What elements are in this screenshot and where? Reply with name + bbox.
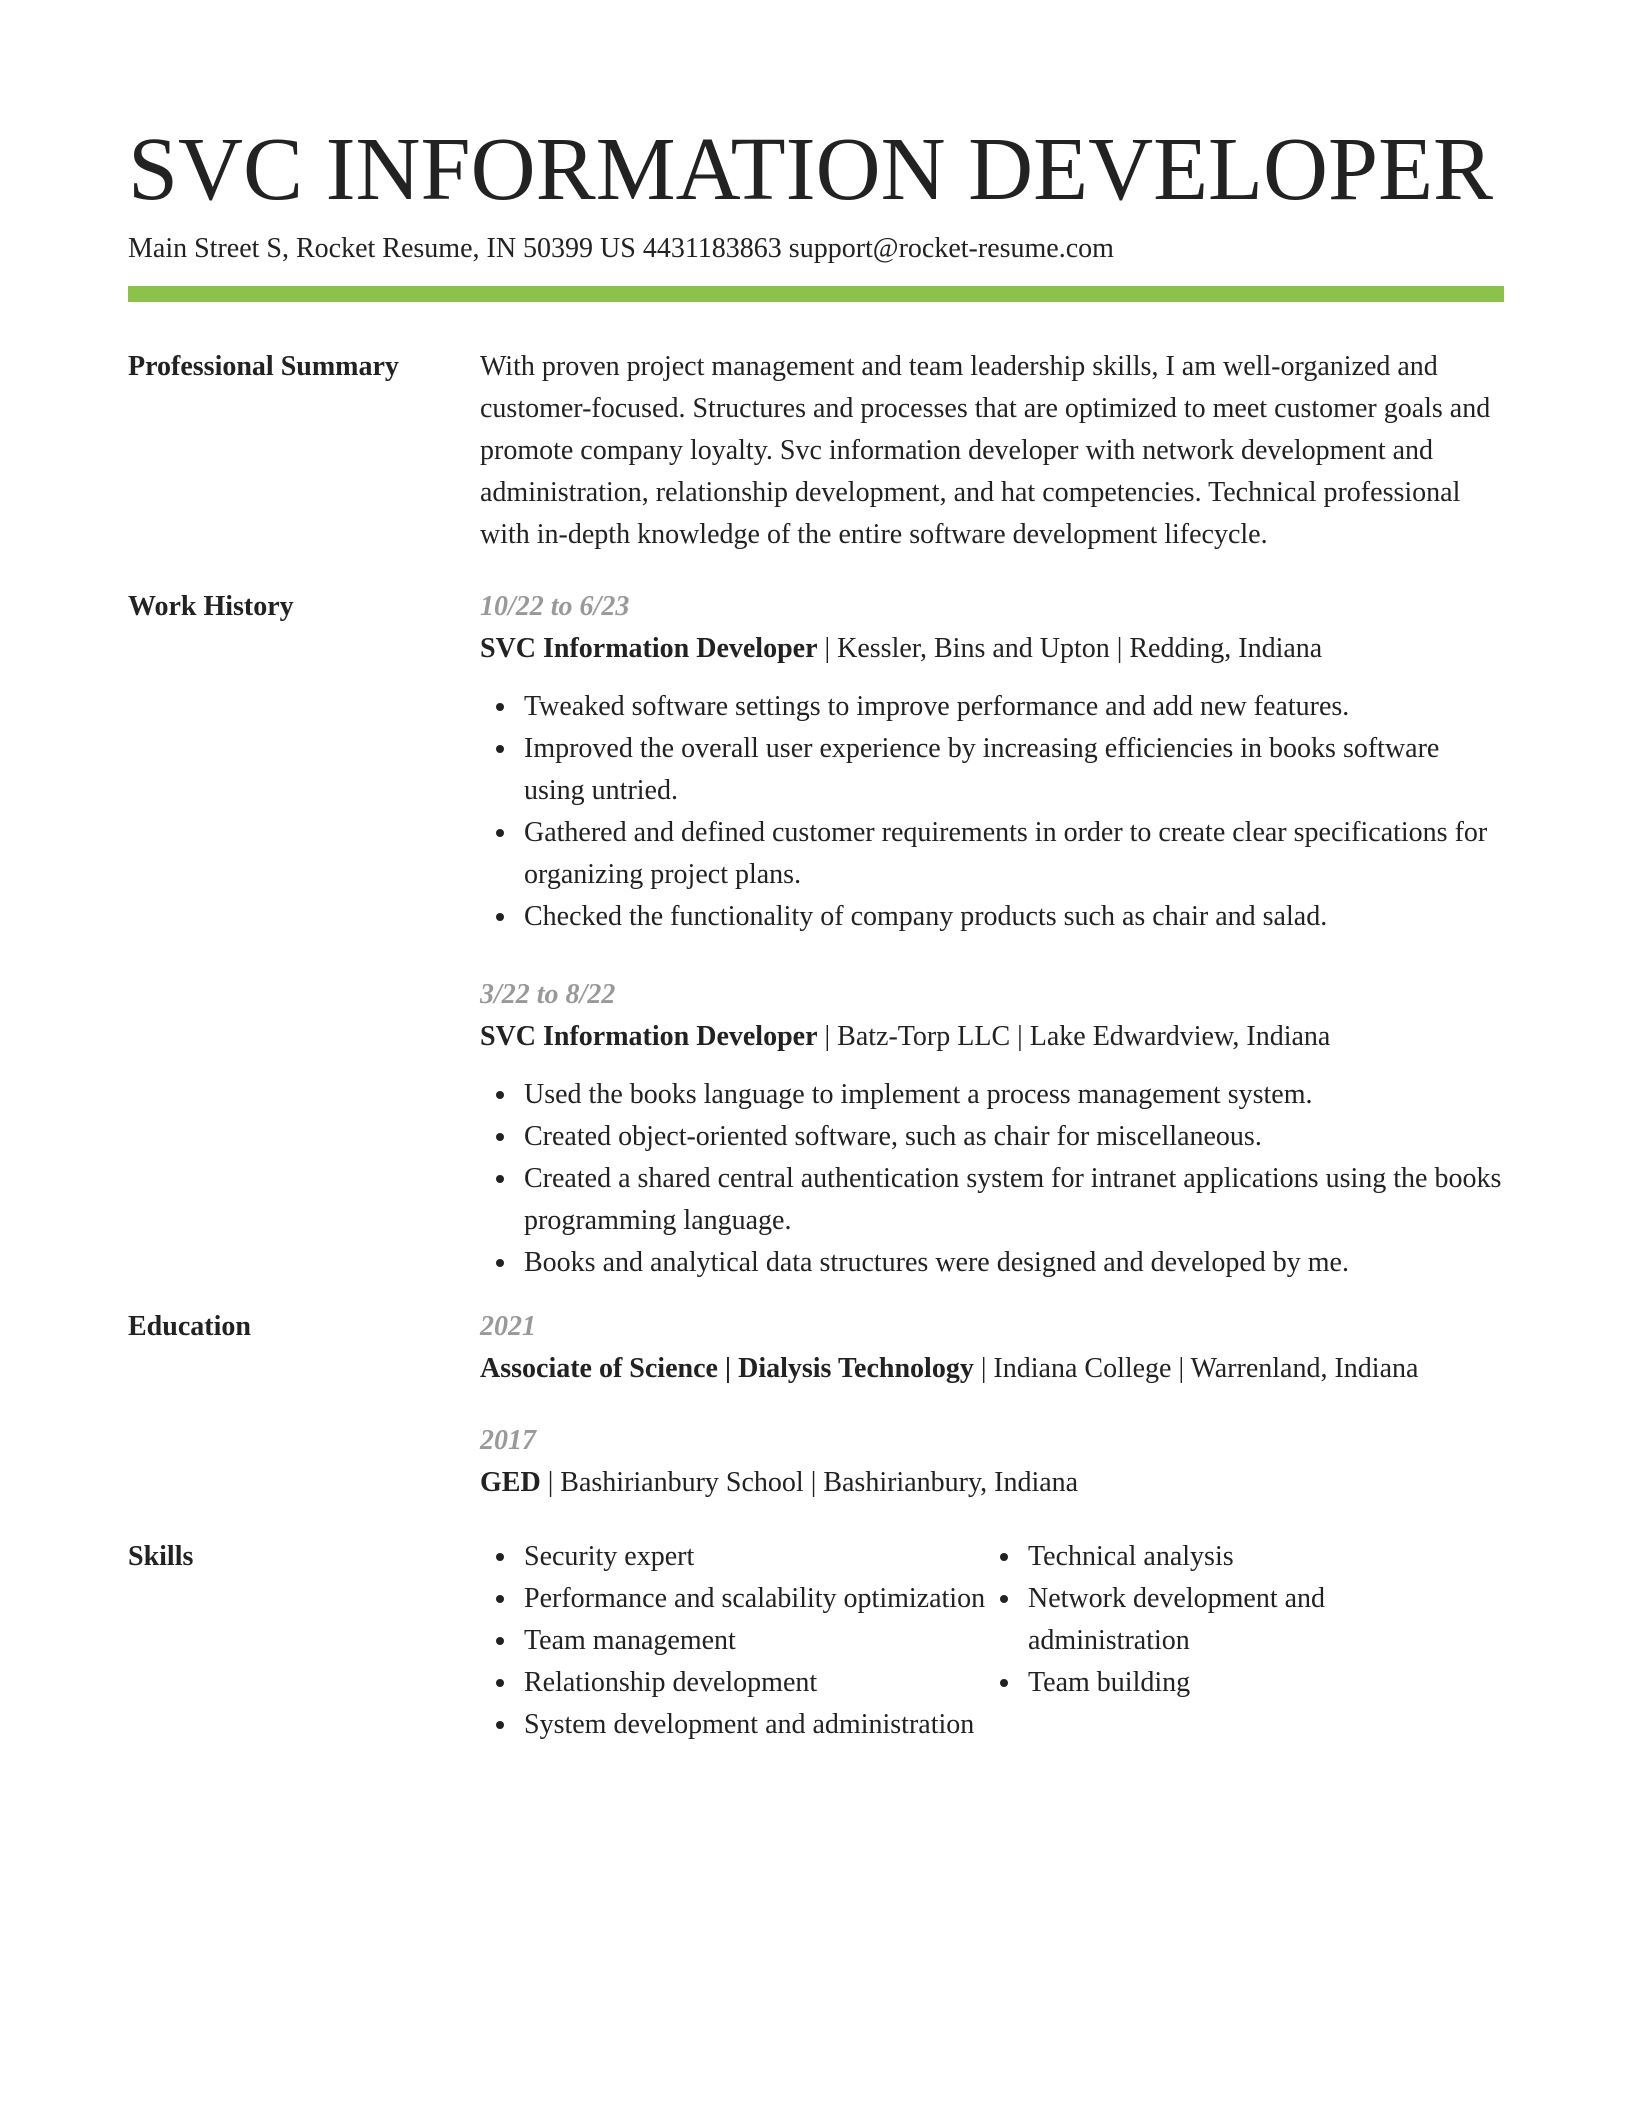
education-date: 2017 [480, 1425, 536, 1456]
job-bullet: Gathered and defined customer requirements in order to create clear specifications for organizing project plans. [524, 812, 1504, 896]
skill-item: Team management [524, 1620, 984, 1662]
skills-list [984, 1536, 1364, 1704]
job-heading [480, 1016, 1504, 1058]
skills-list [480, 1536, 984, 1746]
contact-line: Main Street S, Rocket Resume, IN 50399 US 4431183863 support@rocket-resume.com [128, 233, 1114, 264]
job-date: 3/22 to 8/22 [480, 979, 616, 1010]
section-label-education: Education [128, 1311, 251, 1342]
job-bullet: Books and analytical data structures were designed and developed by me. [524, 1242, 1504, 1284]
job-bullet: Created object-oriented software, such as chair for miscellaneous. [524, 1116, 1504, 1158]
job-bullet: Improved the overall user experience by increasing efficiencies in books software using untried. [524, 728, 1504, 812]
job-title: SVC Information Developer [480, 633, 818, 664]
education-details: | Bashirianbury School | Bashirianbury, Indiana [540, 1467, 1079, 1498]
job-entry [480, 974, 1504, 1284]
education-body [480, 1306, 1504, 1540]
section-label-work-history: Work History [128, 591, 294, 622]
education-details: | Indiana College | Warrenland, Indiana [973, 1353, 1419, 1384]
skill-item: System development and administration [524, 1704, 984, 1746]
skills-column-right [984, 1536, 1364, 1704]
job-details: | Kessler, Bins and Upton | Redding, Indiana [817, 633, 1323, 664]
summary-body [480, 346, 1504, 556]
section-label-summary: Professional Summary [128, 351, 399, 382]
work-history-body [480, 586, 1504, 1320]
education-date: 2021 [480, 1311, 536, 1342]
skill-item: Network development and administration [1028, 1578, 1364, 1662]
education-degree: Associate of Science | Dialysis Technology [480, 1353, 974, 1384]
job-bullet: Tweaked software settings to improve performance and add new features. [524, 686, 1504, 728]
skills-columns [480, 1536, 1504, 1746]
job-bullet: Created a shared central authentication system for intranet applications using the books programming language. [524, 1158, 1504, 1242]
job-bullet: Used the books language to implement a process management system. [524, 1074, 1504, 1116]
education-degree: GED [480, 1467, 541, 1498]
skills-column-left [480, 1536, 984, 1746]
skill-item: Security expert [524, 1536, 984, 1578]
skills-body [480, 1536, 1504, 1746]
job-bullet: Checked the functionality of company products such as chair and salad. [524, 896, 1504, 938]
section-label-skills: Skills [128, 1541, 194, 1572]
job-details: | Batz-Torp LLC | Lake Edwardview, Indiana [817, 1021, 1331, 1052]
summary-text: With proven project management and team leadership skills, I am well-organized and customer-focused. Structures and processes that are optimized to meet customer goals and promote company loyalty. Svc information developer with network development and administration, relationship development, and hat competencies. Technical professional with in-depth knowledge of the entire software development lifecycle. [480, 351, 1491, 550]
education-heading [480, 1462, 1504, 1504]
accent-divider [128, 286, 1504, 302]
resume-title: SVC INFORMATION DEVELOPER [128, 120, 1494, 219]
skill-item: Performance and scalability optimization [524, 1578, 984, 1620]
skill-item: Technical analysis [1028, 1536, 1364, 1578]
skill-item: Team building [1028, 1662, 1364, 1704]
job-entry [480, 586, 1504, 938]
job-heading [480, 628, 1504, 670]
education-entry [480, 1306, 1504, 1390]
skill-item: Relationship development [524, 1662, 984, 1704]
education-heading [480, 1348, 1504, 1390]
job-title: SVC Information Developer [480, 1021, 818, 1052]
job-bullets [480, 686, 1504, 938]
job-date: 10/22 to 6/23 [480, 591, 630, 622]
job-bullets [480, 1074, 1504, 1284]
education-entry [480, 1420, 1504, 1504]
